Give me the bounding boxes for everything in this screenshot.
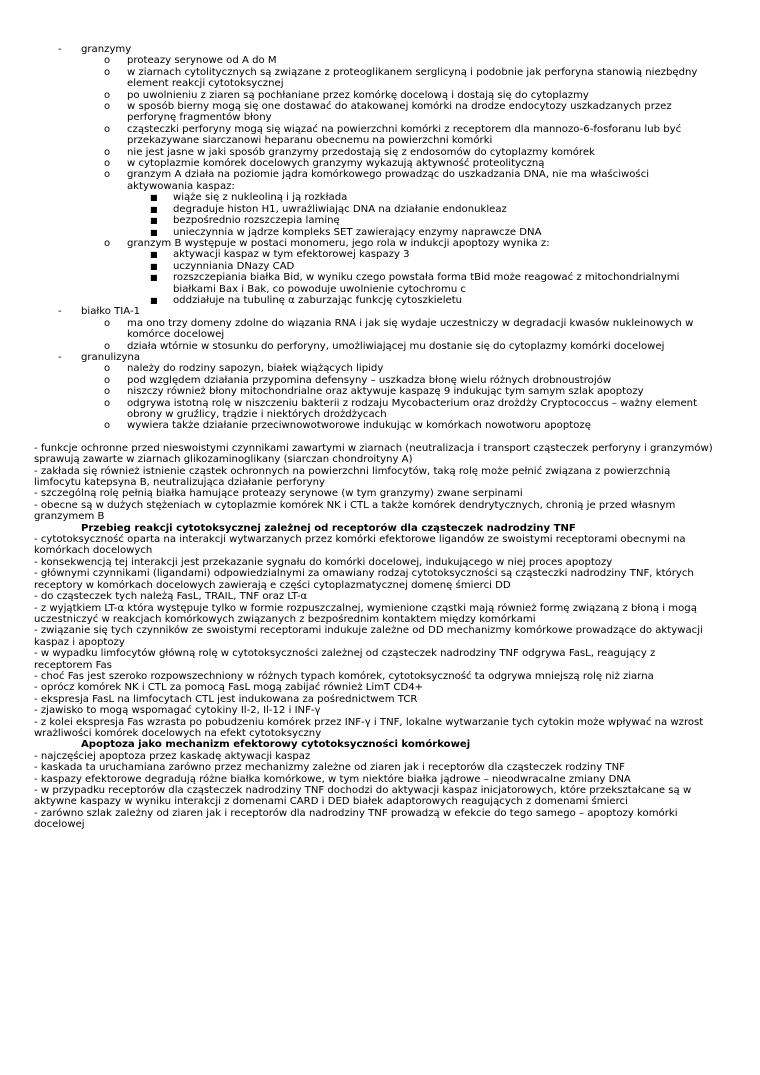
list-item-text: należy do rodziny sapozyn, białek wiążących lipidy: [127, 363, 384, 375]
paragraph-line: - do cząsteczek tych należą FasL, TRAIL, TNF oraz LT-α: [34, 591, 308, 603]
paragraph-line: - szczególną rolę pełnią białka hamujące proteazy serynowe (w tym granzymy) zwane serpinami: [34, 488, 523, 500]
circle-bullet: o: [104, 317, 111, 329]
list-item-text: bezpośrednio rozszczepia laminę: [173, 215, 340, 227]
paragraph-line: - z kolei ekspresja Fas wzrasta po pobudzeniu komórek przez INF-γ i TNF, lokalne wytwarzanie tych cytokin może wpływać na wzrost: [34, 716, 704, 728]
square-bullet: ■: [150, 273, 158, 283]
paragraph-line: - zarówno szlak zależny od ziaren jak i receptorów dla nadrodziny TNF prowadzą w efekcie do tego samego – apoptozy komórki: [34, 807, 678, 819]
list-item-level3: [0, 284, 760, 295]
paragraph-line: - cytotoksyczność oparta na interakcji wytwarzanych przez komórki efektorowe ligandów ze swoistymi receptorami obecnymi na: [34, 534, 686, 546]
paragraph-line: - ekspresja FasL na limfocytach CTL jest indukowana za pośrednictwem TCR: [34, 693, 418, 705]
list-item-label: białko TIA-1: [81, 306, 141, 318]
list-item-text: obrony w gruźlicy, trądzie i niektórych drożdżycach: [127, 409, 387, 420]
list-item-level2: [0, 181, 760, 192]
list-item-level2: [0, 409, 760, 420]
list-item-level2: [0, 147, 760, 158]
paragraph-line: - kaspazy efektorowe degradują różne białka komórkowe, w tym niektóre białka jądrowe – nieodwracalne zmiany DNA: [34, 773, 631, 785]
list-item-text: granzym A działa na poziomie jądra komórkowego prowadząc do uszkadzania DNA, nie ma właściwości: [127, 169, 650, 181]
circle-bullet: o: [104, 123, 111, 135]
list-item-text: odgrywa istotną rolę w niszczeniu bakterii z rodzaju Mycobacterium oraz drożdży Cryptococcus – ważny element: [127, 397, 698, 409]
list-item-text: po uwolnieniu z ziaren są pochłaniane przez komórkę docelową i dostają się do cytoplazmy: [127, 89, 589, 101]
list-item-text: aktywowania kaspaz:: [127, 180, 235, 192]
list-item-level2: [0, 420, 760, 431]
list-item-text: ma ono trzy domeny zdolne do wiązania RNA i jak się wydaje uczestniczy w degradacji kwasów nukleinowych w: [127, 317, 694, 329]
list-item-level2: [0, 238, 760, 249]
square-bullet: ■: [150, 250, 158, 260]
paragraph-line: - oprócz komórek NK i CTL za pomocą FasL mogą zabijać również LimT CD4+: [34, 682, 424, 694]
paragraphs-apoptosis: [0, 751, 760, 831]
list-item-text: komórce docelowej: [127, 329, 225, 341]
list-item-level2: [0, 169, 760, 180]
paragraph-line: - choć Fas jest szeroko rozpowszechniony w różnych typach komórek, cytotoksyczność ta odgrywa mniejszą rolę niż ziarna: [34, 670, 654, 682]
square-bullet: ■: [150, 227, 158, 237]
list-item-level3: [0, 227, 760, 238]
list-item-text: cząsteczki perforyny mogą się wiązać na powierzchni komórki z receptorem dla mannozo-6-fosforanu lub być: [127, 123, 682, 135]
paragraph-line: - konsekwencją tej interakcji jest przekazanie sygnału do komórki docelowej, indukującego w niej proces apoptozy: [34, 556, 613, 568]
paragraph-line: - głównymi czynnikami (ligandami) odpowiedzialnymi za omawiany rodzaj cytotoksyczności są cząsteczki nadrodziny TNF, których: [34, 568, 694, 580]
list-item-level2: [0, 158, 760, 169]
circle-bullet: o: [104, 397, 111, 409]
paragraphs-tnf-cytotoxicity: [0, 534, 760, 739]
list-item-text: uczynniania DNazy CAD: [173, 260, 295, 272]
list-item-text: perforynę fragmentów błony: [127, 112, 272, 124]
list-item-level3: [0, 249, 760, 260]
list-item-level3: [0, 204, 760, 215]
list-item-level2: [0, 90, 760, 101]
list-item-level2: [0, 55, 760, 66]
list-item-level1: [0, 306, 760, 317]
list-item-level3: [0, 272, 760, 283]
dash-bullet: -: [58, 44, 62, 55]
circle-bullet: o: [104, 101, 111, 113]
list-item-label: granulizyna: [81, 351, 141, 363]
list-item-level2: [0, 363, 760, 374]
square-bullet: ■: [150, 295, 158, 305]
square-bullet: ■: [150, 204, 158, 214]
list-item-text: niszczy również błony mitochondrialne oraz aktywuje kaspazę 9 indukując tym samym szlak apoptozy: [127, 386, 644, 398]
circle-bullet: o: [104, 420, 111, 432]
paragraph-line: granzymem B: [34, 511, 105, 523]
list-item-text: wywiera także działanie przeciwnowotworowe indukując w komórkach nowotworu apoptozę: [127, 420, 591, 432]
square-bullet: ■: [150, 216, 158, 226]
list-item-text: proteazy serynowe od A do M: [127, 55, 277, 67]
paragraph-line: - kaskada ta uruchamiana zarówno przez mechanizmy zależne od ziaren jak i receptorów dla cząsteczek rodziny TNF: [34, 762, 625, 774]
list-item-level2: [0, 341, 760, 352]
list-item-text: przekazywane siarczanowi heparanu obecnemu na powierzchni komórki: [127, 135, 493, 147]
list-item-text: element reakcji cytotoksycznej: [127, 78, 284, 90]
paragraph-line: - w wypadku limfocytów główną rolę w cytotoksyczności zależnej od cząsteczek nadrodziny TNF odgrywa FasL, reagujący z: [34, 648, 656, 660]
circle-bullet: o: [104, 55, 111, 67]
list-item-level2: [0, 398, 760, 409]
heading-apoptosis: Apoptoza jako mechanizm efektorowy cytotoksyczności komórkowej: [81, 739, 471, 751]
paragraph-line: - związanie się tych czynników ze swoistymi receptorami indukuje zależne od DD mechanizmy komórkowe prowadzące do aktywacji: [34, 625, 703, 637]
paragraphs-granule-protection: [0, 443, 760, 523]
paragraph-line: aktywne kaspazy w wyniku interakcji z domenami CARD i DED białek adaptorowych reagujących z domenami śmierci: [34, 796, 628, 808]
list-item-text: granzym B występuje w postaci monomeru, jego rola w indukcji apoptozy wynika z:: [127, 237, 550, 249]
list-item-level2: [0, 135, 760, 146]
circle-bullet: o: [104, 89, 111, 101]
paragraph-line: - w przypadku receptorów dla cząsteczek nadrodziny TNF dochodzi do aktywacji kaspaz inicjatorowych, które przekształcane są w: [34, 785, 692, 796]
circle-bullet: o: [104, 340, 111, 352]
paragraph-line: wrażliwości komórek docelowych na efekt cytotoksyczny: [34, 727, 322, 739]
paragraph-line: receptory w komórkach docelowych zawierają e części cytoplazmatycznej domenę śmierci DD: [34, 579, 511, 591]
paragraph-line: - funkcje ochronne przed nieswoistymi czynnikami zawartymi w ziarnach (neutralizacja i transport cząsteczek perforyny i granzymów): [34, 442, 713, 454]
paragraph-line: limfocytu katepsyna B, neutralizująca działanie perforyny: [34, 477, 325, 489]
list-item-text: w ziarnach cytolitycznych są związane z proteoglikanem serglicyną i podobnie jak perforyna stanowią niezbędny: [127, 66, 698, 78]
paragraph-line: - zjawisko to mogą wspomagać cytokiny Il-2, Il-12 i INF-γ: [34, 705, 321, 717]
list-item-text: aktywacji kaspaz w tym efektorowej kaspazy 3: [173, 249, 410, 261]
paragraph-line: - z wyjątkiem LT-α która występuje tylko w formie rozpuszczalnej, wymienione cząstki mają również formę związaną z błoną i mogą: [34, 602, 697, 614]
paragraph-line: komórkach docelowych: [34, 545, 153, 557]
paragraph-line: kaspaz i apoptozy: [34, 636, 125, 648]
paragraph-line: sprawują zawarte w ziarnach glikozaminoglikany (siarczan chondroityny A): [34, 454, 413, 466]
list-item-level2: [0, 375, 760, 386]
list-item-level2: [0, 78, 760, 89]
bullet-list: [0, 44, 760, 432]
paragraph-line: - obecne są w dużych stężeniach w cytoplazmie komórek NK i CTL a także komórek dendrytycznych, chronią je przed własnym: [34, 499, 676, 511]
dash-bullet: -: [58, 351, 62, 363]
dash-bullet: -: [58, 306, 62, 318]
list-item-label: granzymy: [81, 44, 132, 55]
list-item-level2: [0, 67, 760, 78]
paragraph-line: receptorem Fas: [34, 659, 112, 671]
list-item-level3: [0, 192, 760, 203]
list-item-level2: [0, 124, 760, 135]
list-item-level2: [0, 318, 760, 329]
list-item-text: degraduje histon H1, uwrażliwiając DNA na działanie endonukleaz: [173, 203, 507, 215]
circle-bullet: o: [104, 386, 111, 398]
list-item-text: rozszczepiania białka Bid, w wyniku czego powstała forma tBid może reagować z mitochondrialnymi: [173, 272, 680, 284]
document-page: [0, 44, 760, 831]
list-item-level3: [0, 295, 760, 306]
circle-bullet: o: [104, 374, 111, 386]
section-gap: [0, 432, 760, 443]
list-item-level1: [0, 352, 760, 363]
list-item-level2: [0, 386, 760, 397]
paragraph-line: uczestniczyć w reakcjach komórkowych związanych z bezpośrednim kontaktem między komórkami: [34, 613, 536, 625]
circle-bullet: o: [104, 158, 111, 170]
paragraph-line: - zakłada się również istnienie cząstek ochronnych na powierzchni limfocytów, taką rolę może pełnić związana z powierzchnią: [34, 465, 671, 477]
circle-bullet: o: [104, 146, 111, 158]
list-item-text: unieczynnia w jądrze kompleks SET zawierający enzymy naprawcze DNA: [173, 226, 542, 238]
heading-tnf-cytotoxicity: Przebieg reakcji cytotoksycznej zależnej od receptorów dla cząsteczek nadrodziny TNF: [81, 522, 576, 534]
list-item-level2: [0, 112, 760, 123]
list-item-level3: [0, 261, 760, 272]
list-item-level2: [0, 329, 760, 340]
paragraph-line: - najczęściej apoptoza przez kaskadę aktywacji kaspaz: [34, 750, 311, 762]
list-item-text: nie jest jasne w jaki sposób granzymy przedostają się z endosomów do cytoplazmy komórek: [127, 146, 595, 158]
list-item-text: wiąże się z nukleoliną i ją rozkłada: [173, 192, 348, 204]
list-item-level3: [0, 215, 760, 226]
circle-bullet: o: [104, 169, 111, 181]
list-item-text: w sposób bierny mogą się one dostawać do atakowanej komórki na drodze endocytozy uszkadzanych przez: [127, 101, 672, 113]
square-bullet: ■: [150, 261, 158, 271]
list-item-text: oddziałuje na tubulinę α zaburzając funkcję cytoszkieletu: [173, 294, 463, 306]
circle-bullet: o: [104, 237, 111, 249]
list-item-text: działa wtórnie w stosunku do perforyny, umożliwiającej mu dostanie się do cytoplazmy komórki docelowej: [127, 340, 665, 352]
list-item-level1: [0, 44, 760, 55]
list-item-text: w cytoplazmie komórek docelowych granzymy wykazują aktywność proteolityczną: [127, 158, 545, 170]
paragraph-line: docelowej: [34, 819, 85, 831]
list-item-text: białkami Bax i Bak, co powoduje uwolnienie cytochromu c: [173, 283, 466, 295]
circle-bullet: o: [104, 363, 111, 375]
list-item-level2: [0, 101, 760, 112]
list-item-text: pod względem działania przypomina defensyny – uszkadza błonę wielu różnych drobnoustrojów: [127, 374, 612, 386]
square-bullet: ■: [150, 193, 158, 203]
circle-bullet: o: [104, 66, 111, 78]
